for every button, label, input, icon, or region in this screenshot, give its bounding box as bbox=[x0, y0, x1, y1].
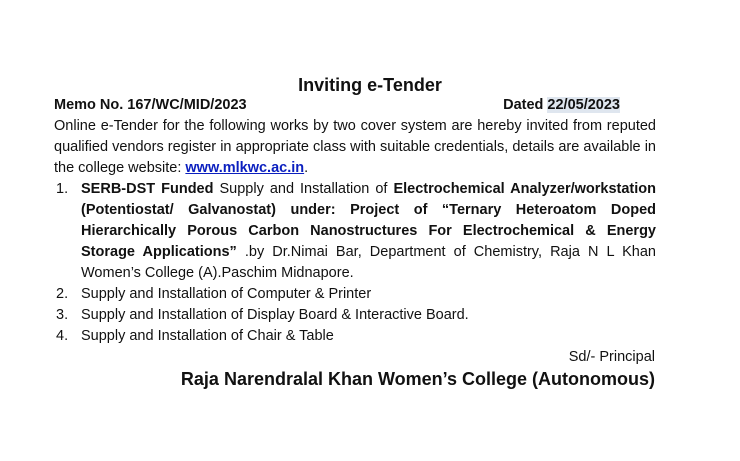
intro-paragraph bbox=[54, 116, 656, 179]
dated-value: 22/05/2023 bbox=[547, 97, 620, 113]
item-equipment: Electrochemical Analyzer/workstation (Potentiostat/ Galvanostat) under: Project of “Ternary Heteroatom Doped Hierarchically Porous Carbon Nanostructures For Electrochemical & Energy Storage Applications” bbox=[81, 181, 657, 260]
college-name: Raja Narendralal Khan Women’s College (Autonomous) bbox=[180, 369, 655, 389]
list-item bbox=[54, 326, 656, 347]
list-item bbox=[54, 305, 656, 326]
item-number: 1. bbox=[56, 181, 69, 197]
item-funding: SERB-DST Funded bbox=[81, 181, 214, 197]
signature-line: Sd/- Principal bbox=[568, 349, 655, 365]
item-text: .by Dr.Nimai Bar, Department of Chemistry, Raja N L Khan Women’s College (A).Paschim Midnapore. bbox=[81, 244, 656, 281]
list-item bbox=[54, 284, 656, 305]
memo-number: Memo No. 167/WC/MID/2023 bbox=[54, 97, 247, 113]
item-number: 2. bbox=[56, 286, 69, 302]
tender-items-list bbox=[54, 179, 656, 347]
list-item bbox=[54, 179, 656, 284]
dated-line bbox=[503, 95, 620, 115]
item-number: 3. bbox=[56, 307, 69, 323]
dated-label: Dated bbox=[503, 97, 544, 113]
item-text: Supply and Installation of Chair & Table bbox=[81, 328, 334, 344]
item-text: Supply and Installation of Display Board & Interactive Board. bbox=[81, 307, 469, 323]
item-text: Supply and Installation of Computer & Printer bbox=[81, 286, 372, 302]
college-website-link[interactable]: www.mlkwc.ac.in bbox=[185, 160, 305, 176]
item-text: Supply and Installation of bbox=[213, 181, 394, 197]
memo-row bbox=[54, 95, 620, 115]
notice-title: Inviting e-Tender bbox=[298, 75, 442, 95]
intro-text: Online e-Tender for the following works by two cover system are hereby invited from reputed qualified vendors register in appropriate class with suitable credentials, details are available in the college website: bbox=[54, 118, 656, 176]
item-number: 4. bbox=[56, 328, 69, 344]
notice-body bbox=[54, 116, 656, 347]
intro-end: . bbox=[304, 160, 309, 176]
